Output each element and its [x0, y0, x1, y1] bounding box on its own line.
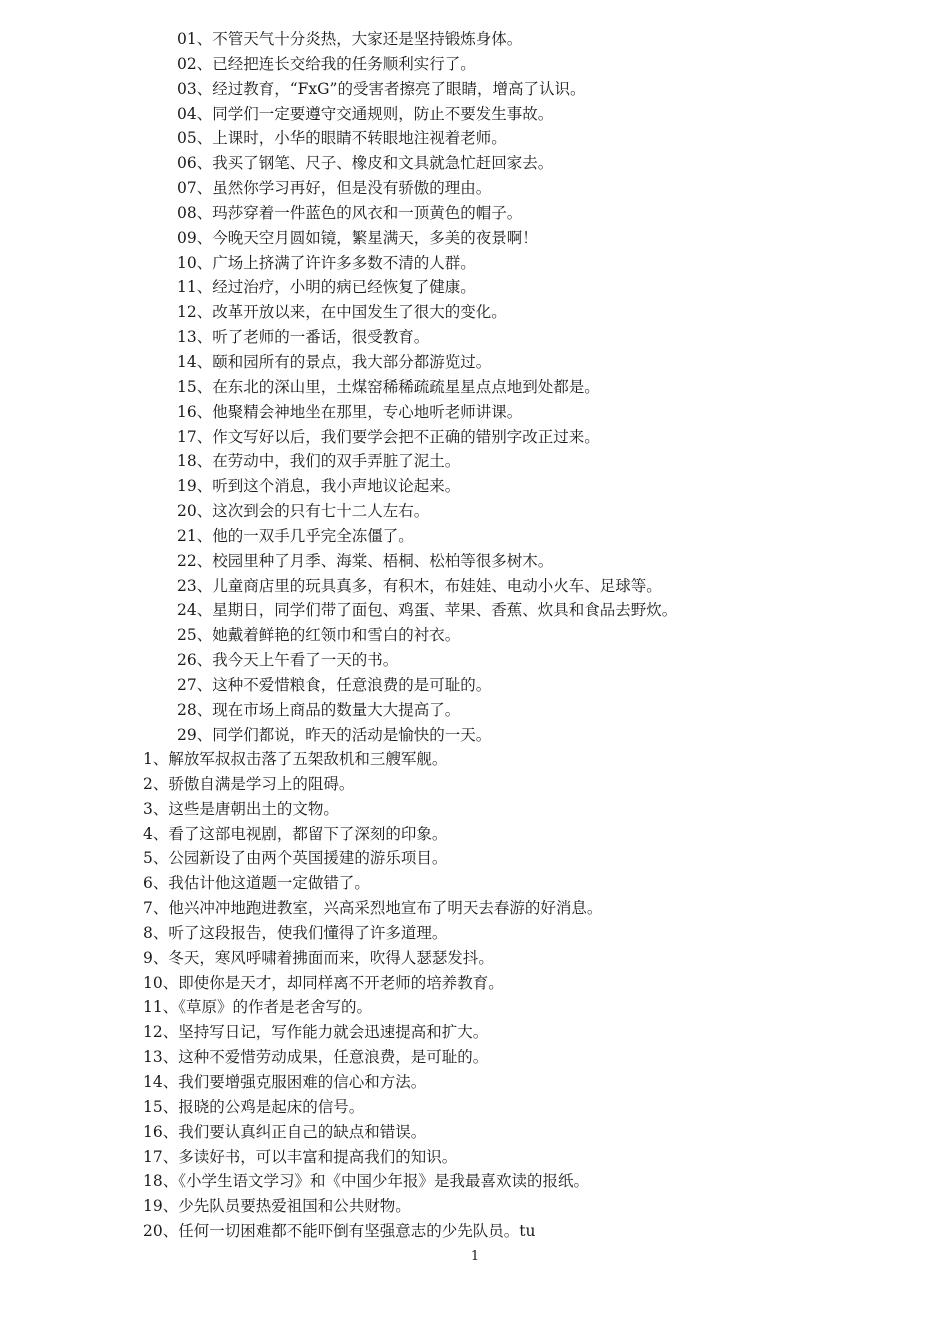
sentence-list-numbered-1-20 — [143, 747, 913, 1244]
list-item: 14、颐和园所有的景点，我大部分都游览过。 — [177, 352, 492, 371]
list-item: 05、上课时，小华的眼睛不转眼地注视着老师。 — [177, 129, 507, 148]
list-item: 28、现在市场上商品的数量大大提高了。 — [177, 700, 461, 719]
list-item: 19、少先队员要热爱祖国和公共财物。 — [143, 1197, 411, 1216]
list-item: 1、解放军叔叔击落了五架敌机和三艘军舰。 — [143, 750, 448, 768]
list-item: 27、这种不爱惜粮食，任意浪费的是可耻的。 — [177, 675, 492, 694]
list-item: 07、虽然你学习再好，但是没有骄傲的理由。 — [177, 179, 492, 198]
list-item: 26、我今天上午看了一天的书。 — [177, 651, 399, 670]
list-item: 6、我估计他这道题一定做错了。 — [143, 874, 370, 893]
list-item: 25、她戴着鲜艳的红领巾和雪白的衬衣。 — [177, 626, 461, 645]
list-item: 01、不管天气十分炎热，大家还是坚持锻炼身体。 — [177, 30, 523, 48]
list-item: 23、儿童商店里的玩具真多，有积木，布娃娃、电动小火车、足球等。 — [177, 576, 662, 595]
list-item: 17、多读好书，可以丰富和提高我们的知识。 — [143, 1147, 458, 1166]
list-item: 15、报晓的公鸡是起床的信号。 — [143, 1097, 365, 1116]
list-item: 18、在劳动中，我们的双手弄脏了泥土。 — [177, 452, 461, 471]
list-item: 18、《小学生语文学习》和《中国少年报》是我最喜欢读的报纸。 — [143, 1172, 589, 1191]
list-item: 9、冬天，寒风呼啸着拂面而来，吹得人瑟瑟发抖。 — [143, 948, 494, 967]
sentence-list-numbered-01-29 — [177, 27, 917, 747]
list-item: 15、在东北的深山里，土煤窑稀稀疏疏星星点点地到处都是。 — [177, 377, 600, 396]
list-item: 10、广场上挤满了许许多多数不清的人群。 — [177, 253, 476, 272]
list-item: 29、同学们都说，昨天的活动是愉快的一天。 — [177, 725, 492, 744]
list-item: 12、坚持写日记，写作能力就会迅速提高和扩大。 — [143, 1023, 489, 1042]
list-item: 7、他兴冲冲地跑进教室，兴高采烈地宣布了明天去春游的好消息。 — [143, 899, 603, 918]
list-item: 12、改革开放以来，在中国发生了很大的变化。 — [177, 303, 507, 322]
list-item: 19、听到这个消息，我小声地议论起来。 — [177, 477, 461, 496]
list-item: 3、这些是唐朝出土的文物。 — [143, 799, 339, 818]
list-item: 20、这次到会的只有七十二人左右。 — [177, 502, 430, 521]
list-item: 17、作文写好以后，我们要学会把不正确的错别字改正过来。 — [177, 427, 600, 446]
list-item: 20、任何一切困难都不能吓倒有坚强意志的少先队员。tu — [143, 1222, 536, 1241]
list-item: 24、星期日，同学们带了面包、鸡蛋、苹果、香蕉、炊具和食品去野炊。 — [177, 601, 678, 620]
list-item: 10、即使你是天才，却同样离不开老师的培养教育。 — [143, 973, 504, 992]
list-item: 8、听了这段报告，使我们懂得了许多道理。 — [143, 923, 448, 942]
list-item: 06、我买了钢笔、尺子、橡皮和文具就急忙赶回家去。 — [177, 154, 554, 173]
list-item: 13、听了老师的一番话，很受教育。 — [177, 328, 430, 347]
list-item: 16、我们要认真纠正自己的缺点和错误。 — [143, 1122, 427, 1141]
list-item: 03、经过教育，“FxG”的受害者擦亮了眼睛，增高了认识。 — [177, 79, 586, 98]
list-item: 21、他的一双手几乎完全冻僵了。 — [177, 526, 414, 545]
list-item: 4、看了这部电视剧，都留下了深刻的印象。 — [143, 824, 448, 843]
list-item: 04、同学们一定要遵守交通规则，防止不要发生事故。 — [177, 104, 554, 123]
list-item: 5、公园新设了由两个英国援建的游乐项目。 — [143, 849, 448, 868]
list-item: 08、玛莎穿着一件蓝色的风衣和一顶黄色的帽子。 — [177, 203, 523, 222]
list-item: 11、《草原》的作者是老舍写的。 — [143, 998, 372, 1017]
list-item: 2、骄傲自满是学习上的阻碍。 — [143, 774, 355, 793]
list-item: 02、已经把连长交给我的任务顺利实行了。 — [177, 54, 476, 73]
list-item: 22、校园里种了月季、海棠、梧桐、松柏等很多树木。 — [177, 551, 554, 570]
list-item: 11、经过治疗，小明的病已经恢复了健康。 — [177, 278, 476, 297]
list-item: 16、他聚精会神地坐在那里，专心地听老师讲课。 — [177, 402, 523, 421]
list-item: 14、我们要增强克服困难的信心和方法。 — [143, 1072, 427, 1091]
page-number: 1 — [470, 1249, 480, 1264]
list-item: 09、今晚天空月圆如镜，繁星满天，多美的夜景啊！ — [177, 228, 538, 247]
list-item: 13、这种不爱惜劳动成果，任意浪费，是可耻的。 — [143, 1048, 489, 1067]
